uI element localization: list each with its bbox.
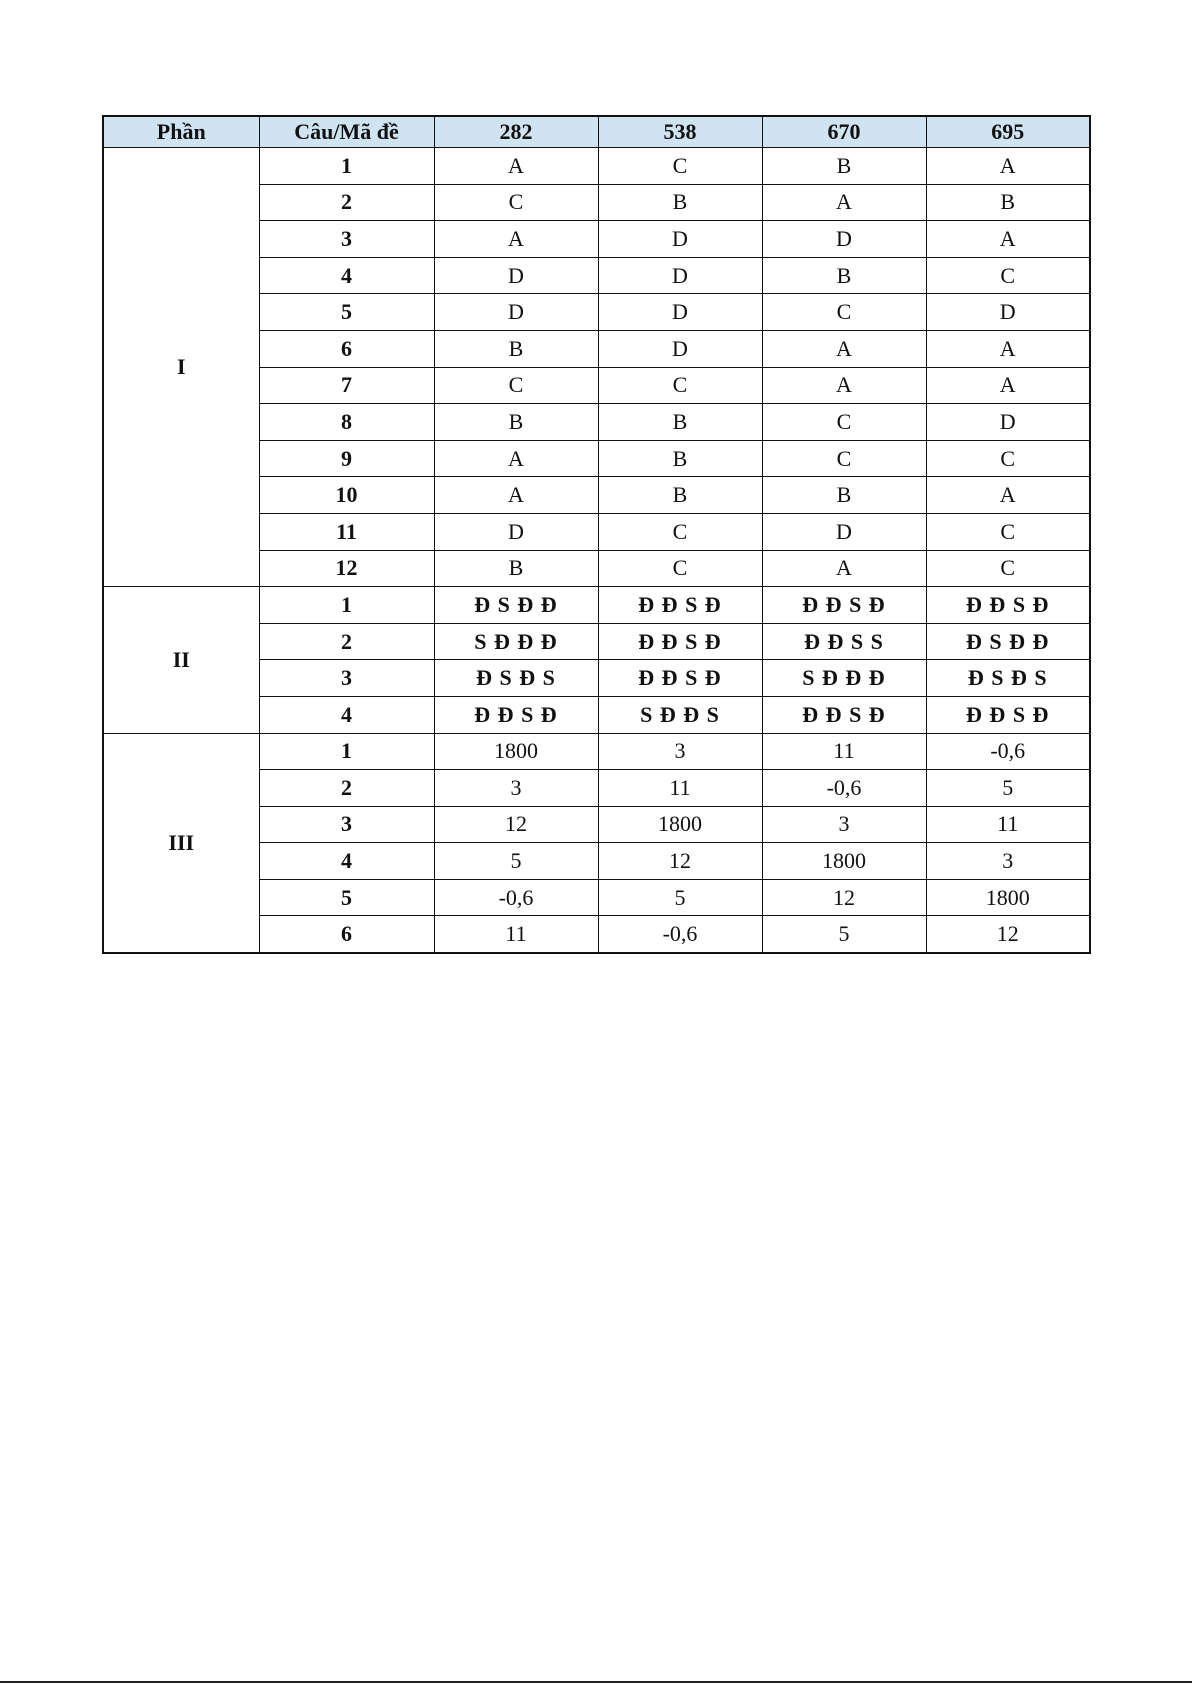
answer-cell: 5	[762, 916, 926, 953]
answer-cell: C	[598, 148, 762, 185]
answer-cell: Đ Đ S Đ	[762, 696, 926, 733]
table-header	[103, 116, 1090, 148]
answer-cell: B	[926, 184, 1090, 221]
answer-cell: D	[926, 404, 1090, 441]
answer-cell: Đ Đ S Đ	[598, 587, 762, 624]
answer-cell: D	[434, 257, 598, 294]
answer-cell: A	[762, 550, 926, 587]
answer-cell: C	[434, 367, 598, 404]
table-row	[103, 733, 1090, 770]
answer-cell: C	[926, 257, 1090, 294]
answer-cell: C	[598, 513, 762, 550]
question-number: 2	[259, 623, 434, 660]
question-number: 11	[259, 513, 434, 550]
answer-cell: 11	[762, 733, 926, 770]
question-number: 10	[259, 477, 434, 514]
answer-cell: D	[598, 257, 762, 294]
answer-cell: A	[762, 330, 926, 367]
answer-cell: A	[434, 477, 598, 514]
answer-cell: Đ Đ S Đ	[434, 696, 598, 733]
table-row	[103, 148, 1090, 185]
answer-cell: 3	[434, 770, 598, 807]
answer-cell: D	[434, 294, 598, 331]
answer-cell: 11	[598, 770, 762, 807]
answer-cell: -0,6	[926, 733, 1090, 770]
answer-cell: B	[434, 550, 598, 587]
answer-cell: Đ S Đ S	[434, 660, 598, 697]
answer-cell: -0,6	[762, 770, 926, 807]
question-number: 12	[259, 550, 434, 587]
answer-cell: A	[434, 221, 598, 258]
answer-cell: 11	[926, 806, 1090, 843]
question-number: 5	[259, 294, 434, 331]
answer-cell: 12	[598, 843, 762, 880]
question-number: 4	[259, 257, 434, 294]
question-number: 4	[259, 843, 434, 880]
answer-cell: 12	[762, 879, 926, 916]
answer-cell: 1800	[598, 806, 762, 843]
answer-cell: D	[762, 513, 926, 550]
answer-cell: -0,6	[598, 916, 762, 953]
header-part: Phần	[103, 116, 259, 148]
answer-cell: C	[762, 440, 926, 477]
answer-cell: Đ Đ S Đ	[598, 660, 762, 697]
section-label: II	[103, 587, 259, 733]
page-bottom-border	[0, 1681, 1192, 1683]
answer-cell: 5	[598, 879, 762, 916]
question-number: 9	[259, 440, 434, 477]
answer-cell: 1800	[762, 843, 926, 880]
answer-cell: B	[762, 148, 926, 185]
answer-cell: 5	[926, 770, 1090, 807]
question-number: 2	[259, 770, 434, 807]
question-number: 6	[259, 330, 434, 367]
question-number: 3	[259, 221, 434, 258]
answer-cell: 12	[926, 916, 1090, 953]
answer-cell: A	[434, 148, 598, 185]
section-label: I	[103, 148, 259, 587]
question-number: 8	[259, 404, 434, 441]
answer-cell: B	[434, 404, 598, 441]
header-code-3: 670	[762, 116, 926, 148]
answer-cell: Đ Đ S Đ	[926, 696, 1090, 733]
answer-cell: D	[598, 330, 762, 367]
answer-cell: D	[926, 294, 1090, 331]
header-code-4: 695	[926, 116, 1090, 148]
answer-cell: A	[926, 330, 1090, 367]
answer-cell: Đ Đ S Đ	[762, 587, 926, 624]
answer-cell: B	[434, 330, 598, 367]
header-code-1: 282	[434, 116, 598, 148]
answer-cell: Đ Đ S Đ	[926, 587, 1090, 624]
answer-cell: B	[598, 404, 762, 441]
answer-cell: B	[598, 184, 762, 221]
question-number: 4	[259, 696, 434, 733]
answer-cell: A	[926, 477, 1090, 514]
answer-cell: S Đ Đ S	[598, 696, 762, 733]
answer-cell: B	[598, 477, 762, 514]
answer-cell: A	[926, 221, 1090, 258]
header-question: Câu/Mã đề	[259, 116, 434, 148]
answer-cell: A	[762, 367, 926, 404]
answer-cell: D	[762, 221, 926, 258]
answer-cell: Đ Đ S Đ	[598, 623, 762, 660]
question-number: 1	[259, 733, 434, 770]
header-code-2: 538	[598, 116, 762, 148]
section-label: III	[103, 733, 259, 953]
question-number: 5	[259, 879, 434, 916]
answer-cell: C	[762, 294, 926, 331]
answer-cell: C	[598, 367, 762, 404]
question-number: 6	[259, 916, 434, 953]
answer-cell: 3	[598, 733, 762, 770]
answer-key-table	[102, 115, 1091, 954]
answer-cell: A	[434, 440, 598, 477]
answer-cell: C	[926, 440, 1090, 477]
answer-cell: C	[926, 550, 1090, 587]
question-number: 3	[259, 806, 434, 843]
answer-cell: C	[434, 184, 598, 221]
question-number: 3	[259, 660, 434, 697]
answer-cell: -0,6	[434, 879, 598, 916]
answer-cell: C	[598, 550, 762, 587]
answer-cell: B	[598, 440, 762, 477]
answer-cell: A	[762, 184, 926, 221]
answer-cell: Đ S Đ Đ	[926, 623, 1090, 660]
answer-cell: Đ Đ S S	[762, 623, 926, 660]
answer-cell: A	[926, 367, 1090, 404]
answer-cell: 11	[434, 916, 598, 953]
answer-cell: B	[762, 257, 926, 294]
answer-cell: 3	[762, 806, 926, 843]
answer-cell: Đ S Đ S	[926, 660, 1090, 697]
answer-cell: 12	[434, 806, 598, 843]
answer-cell: 5	[434, 843, 598, 880]
answer-cell: 3	[926, 843, 1090, 880]
answer-cell: S Đ Đ Đ	[434, 623, 598, 660]
question-number: 1	[259, 148, 434, 185]
question-number: 7	[259, 367, 434, 404]
table-row	[103, 587, 1090, 624]
answer-cell: B	[762, 477, 926, 514]
answer-cell: D	[434, 513, 598, 550]
question-number: 2	[259, 184, 434, 221]
answer-cell: Đ S Đ Đ	[434, 587, 598, 624]
header-row	[103, 116, 1090, 148]
answer-cell: D	[598, 221, 762, 258]
answer-cell: A	[926, 148, 1090, 185]
answer-cell: 1800	[926, 879, 1090, 916]
question-number: 1	[259, 587, 434, 624]
table-body	[103, 148, 1090, 954]
answer-cell: C	[926, 513, 1090, 550]
answer-cell: D	[598, 294, 762, 331]
answer-cell: S Đ Đ Đ	[762, 660, 926, 697]
answer-cell: C	[762, 404, 926, 441]
answer-cell: 1800	[434, 733, 598, 770]
